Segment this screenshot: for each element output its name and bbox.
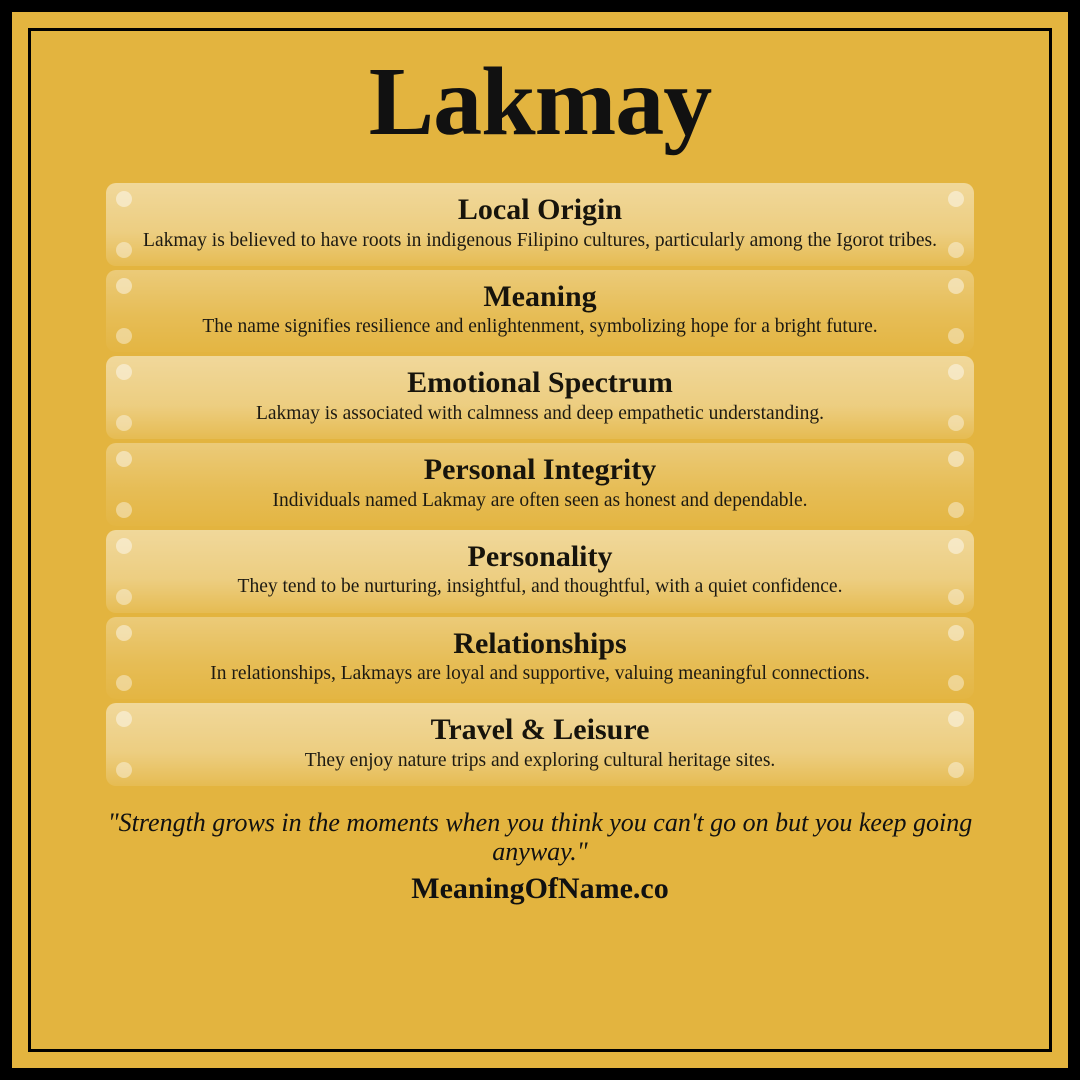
- section-text: The name signifies resilience and enlightenment, symbolizing hope for a bright future.: [202, 316, 878, 338]
- poster-content: [31, 31, 1049, 1049]
- section-text: In relationships, Lakmays are loyal and supportive, valuing meaningful connections.: [210, 663, 870, 685]
- quote-line-2: anyway.": [492, 837, 588, 867]
- section-text: Lakmay is associated with calmness and deep empathetic understanding.: [255, 402, 825, 424]
- section-heading: Personal Integrity: [423, 453, 657, 487]
- section-card-emotional-spectrum: [106, 356, 974, 439]
- section-heading: Travel & Leisure: [430, 713, 650, 747]
- section-heading: Relationships: [453, 626, 627, 660]
- poster-footer: [106, 808, 974, 906]
- section-text: They enjoy nature trips and exploring cultural heritage sites.: [304, 749, 776, 771]
- section-card-relationships: [106, 617, 974, 700]
- quote-line-1: "Strength grows in the moments when you think you can't go on but you keep going: [107, 808, 973, 838]
- section-heading: Emotional Spectrum: [407, 366, 673, 400]
- section-heading: Meaning: [483, 279, 597, 313]
- site-branding: MeaningOfName.co: [411, 872, 669, 906]
- section-card-personal-integrity: [106, 443, 974, 526]
- section-card-travel-leisure: [106, 703, 974, 786]
- section-card-personality: [106, 530, 974, 613]
- section-heading: Personality: [467, 539, 613, 573]
- section-heading: Local Origin: [457, 193, 623, 226]
- page-title: Lakmay: [368, 48, 712, 156]
- section-list: [106, 183, 974, 786]
- quote: [106, 808, 974, 866]
- section-text: Lakmay is believed to have roots in indigenous Filipino cultures, particularly among the Igorot tribes.: [143, 229, 937, 251]
- section-card-meaning: [106, 270, 974, 353]
- section-text: They tend to be nurturing, insightful, and thoughtful, with a quiet confidence.: [237, 576, 843, 598]
- section-card-local-origin: [106, 183, 974, 266]
- section-text: Individuals named Lakmay are often seen as honest and dependable.: [272, 489, 808, 511]
